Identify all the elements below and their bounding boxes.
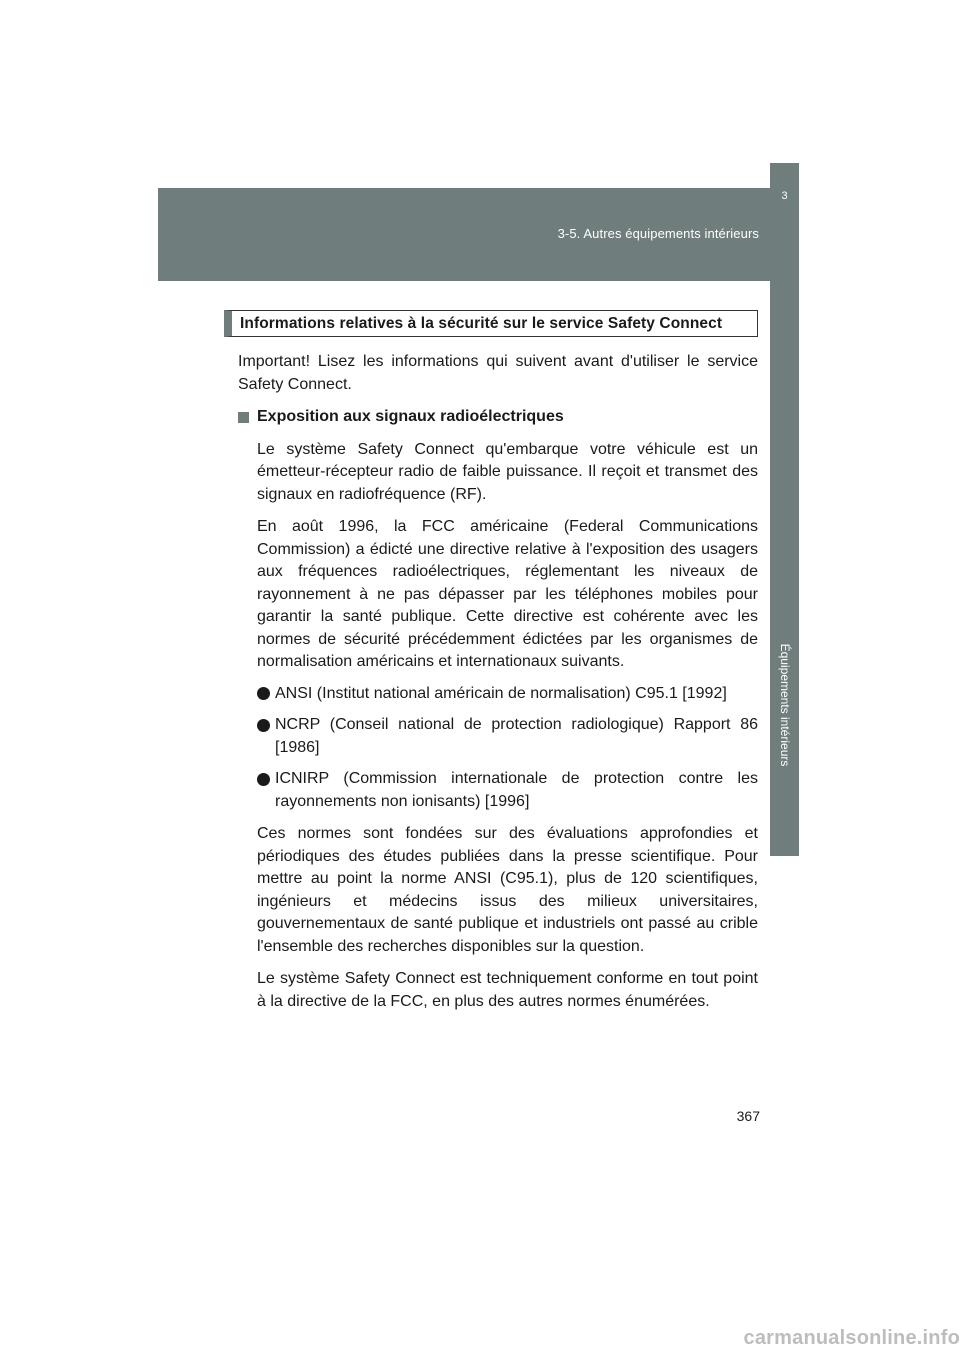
watermark-logo: carmanualsonline.info — [743, 1327, 960, 1349]
page-header — [158, 188, 799, 281]
circle-bullet-icon — [257, 687, 270, 700]
body-paragraph: Le système Safety Connect est techniquement conforme en tout point à la directive de la FCC, en plus des autres normes énumérées. — [257, 970, 758, 1010]
list-item-text: NCRP (Conseil national de protection radiologique) Rapport 86 [1986] — [275, 716, 758, 756]
side-tab-label-wrap — [770, 630, 799, 780]
circle-bullet-icon — [257, 773, 270, 786]
list-item — [257, 714, 758, 759]
body-paragraph: En août 1996, la FCC américaine (Federal Communications Commission) a édicté une directive relative à l'exposition des usagers aux fréquences radioélectriques, réglementant les niveaux de rayonnement à ne pas dépasser par les téléphones mobiles pour garantir la santé publique. Cette directive est cohérente avec les normes de sécurité précédemment édictées par les organismes de normalisation américains et internationaux suivants. — [257, 518, 758, 670]
side-tab-label: Équipements intérieurs — [777, 643, 792, 767]
list-item — [257, 768, 758, 813]
page-content — [224, 310, 758, 1013]
list-item-text: ANSI (Institut national américain de normalisation) C95.1 [1992] — [275, 684, 727, 702]
chapter-number: 3 — [781, 190, 788, 202]
page-number: 367 — [736, 1108, 760, 1124]
section-title: Informations relatives à la sécurité sur le service Safety Connect — [224, 310, 758, 337]
header-section-title: 3-5. Autres équipements intérieurs — [557, 226, 759, 241]
body-paragraph: Le système Safety Connect qu'embarque votre véhicule est un émetteur-récepteur radio de faible puissance. Il reçoit et transmet des signaux en radiofréquence (RF). — [257, 440, 758, 503]
list-item — [257, 683, 758, 706]
square-bullet-icon — [238, 412, 249, 423]
chapter-tab — [770, 163, 799, 230]
body-paragraph: Ces normes sont fondées sur des évaluations approfondies et périodiques des études publiées dans la presse scientifique. Pour mettre au point la norme ANSI (C95.1), plus de 120 scientifiques, ingénieurs et médecins issus des milieux universitaires, gouvernementaux de santé publique et industriels ont passé au crible l'ensemble des recherches disponibles sur la question. — [257, 825, 758, 955]
circle-bullet-icon — [257, 719, 270, 732]
subsection-heading — [238, 406, 758, 429]
intro-paragraph: Important! Lisez les informations qui suivent avant d'utiliser le service Safety Connect. — [238, 353, 758, 393]
subsection-title: Exposition aux signaux radioélectriques — [257, 408, 564, 425]
list-item-text: ICNIRP (Commission internationale de protection contre les rayonnements non ionisants) [1996] — [275, 770, 758, 810]
